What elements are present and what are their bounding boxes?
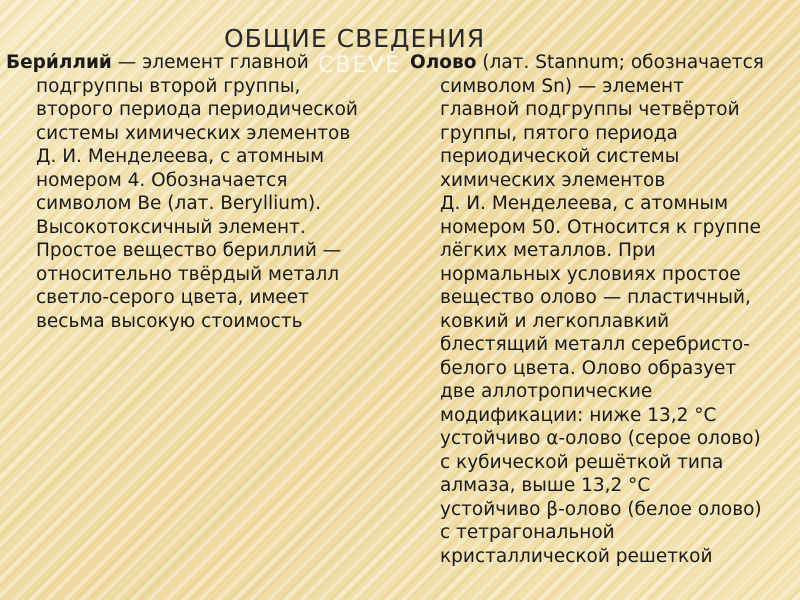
text-line: нормальных условиях простое bbox=[440, 263, 741, 285]
text-line: вещество олово — пластичный, bbox=[440, 287, 751, 308]
text-line: символом Sn) — элемент bbox=[440, 75, 684, 97]
tin-term: Олово bbox=[410, 52, 477, 73]
text-line: блестящий металл серебристо- bbox=[440, 334, 750, 355]
slide-title: ОБЩИЕ СВЕДЕНИЯ bbox=[224, 24, 486, 53]
text-line: подгруппы второй группы, bbox=[36, 75, 301, 97]
text-line: Д. И. Менделеева, с атомным bbox=[36, 146, 325, 167]
text-line: относительно твёрдый металл bbox=[36, 263, 340, 285]
beryllium-column bbox=[6, 51, 358, 333]
text-line: с тетрагональной bbox=[440, 522, 615, 543]
tin-first-line: (лат. Stannum; обозначается bbox=[476, 52, 764, 73]
beryllium-first-line: — элемент главной bbox=[111, 52, 309, 73]
text-line: лёгких металлов. При bbox=[440, 240, 656, 261]
text-line: номером 50. Относится к группе bbox=[440, 216, 761, 238]
text-line: две аллотропические bbox=[440, 381, 653, 402]
text-line: символом Be (лат. Beryllium). bbox=[36, 193, 322, 214]
text-line: номером 4. Обозначается bbox=[36, 169, 288, 191]
text-line: Д. И. Менделеева, с атомным bbox=[440, 193, 729, 214]
text-line: группы, пятого периода bbox=[440, 122, 678, 144]
background-ghost-text: CBEVE bbox=[318, 53, 402, 78]
text-line: Простое вещество бериллий — bbox=[36, 240, 342, 261]
text-line: устойчиво β-олово (белое олово) bbox=[440, 498, 762, 520]
text-line: второго периода периодической bbox=[36, 99, 358, 120]
text-line: белого цвета. Олово образует bbox=[440, 357, 737, 379]
text-line: Высокотоксичный элемент. bbox=[36, 216, 306, 238]
text-line: с кубической решёткой типа bbox=[440, 451, 724, 473]
text-line: весьма высокую стоимость bbox=[36, 310, 303, 332]
text-line: химических элементов bbox=[440, 169, 666, 191]
text-line: главной подгруппы четвёртой bbox=[440, 99, 740, 120]
text-line: светло-серого цвета, имеет bbox=[36, 287, 309, 308]
text-line: системы химических элементов bbox=[36, 122, 351, 144]
text-line: модификации: ниже 13,2 °C bbox=[440, 404, 717, 426]
text-line: алмаза, выше 13,2 °C bbox=[440, 475, 651, 496]
beryllium-term: Бери́ллий bbox=[6, 52, 112, 73]
text-line: устойчиво α-олово (серое олово) bbox=[440, 428, 761, 449]
text-line bbox=[6, 51, 358, 75]
text-line: кристаллической решеткой bbox=[440, 545, 713, 567]
text-line: ковкий и легкоплавкий bbox=[440, 310, 670, 332]
text-line: периодической системы bbox=[440, 146, 680, 167]
text-line bbox=[410, 51, 764, 75]
tin-column bbox=[410, 51, 764, 568]
